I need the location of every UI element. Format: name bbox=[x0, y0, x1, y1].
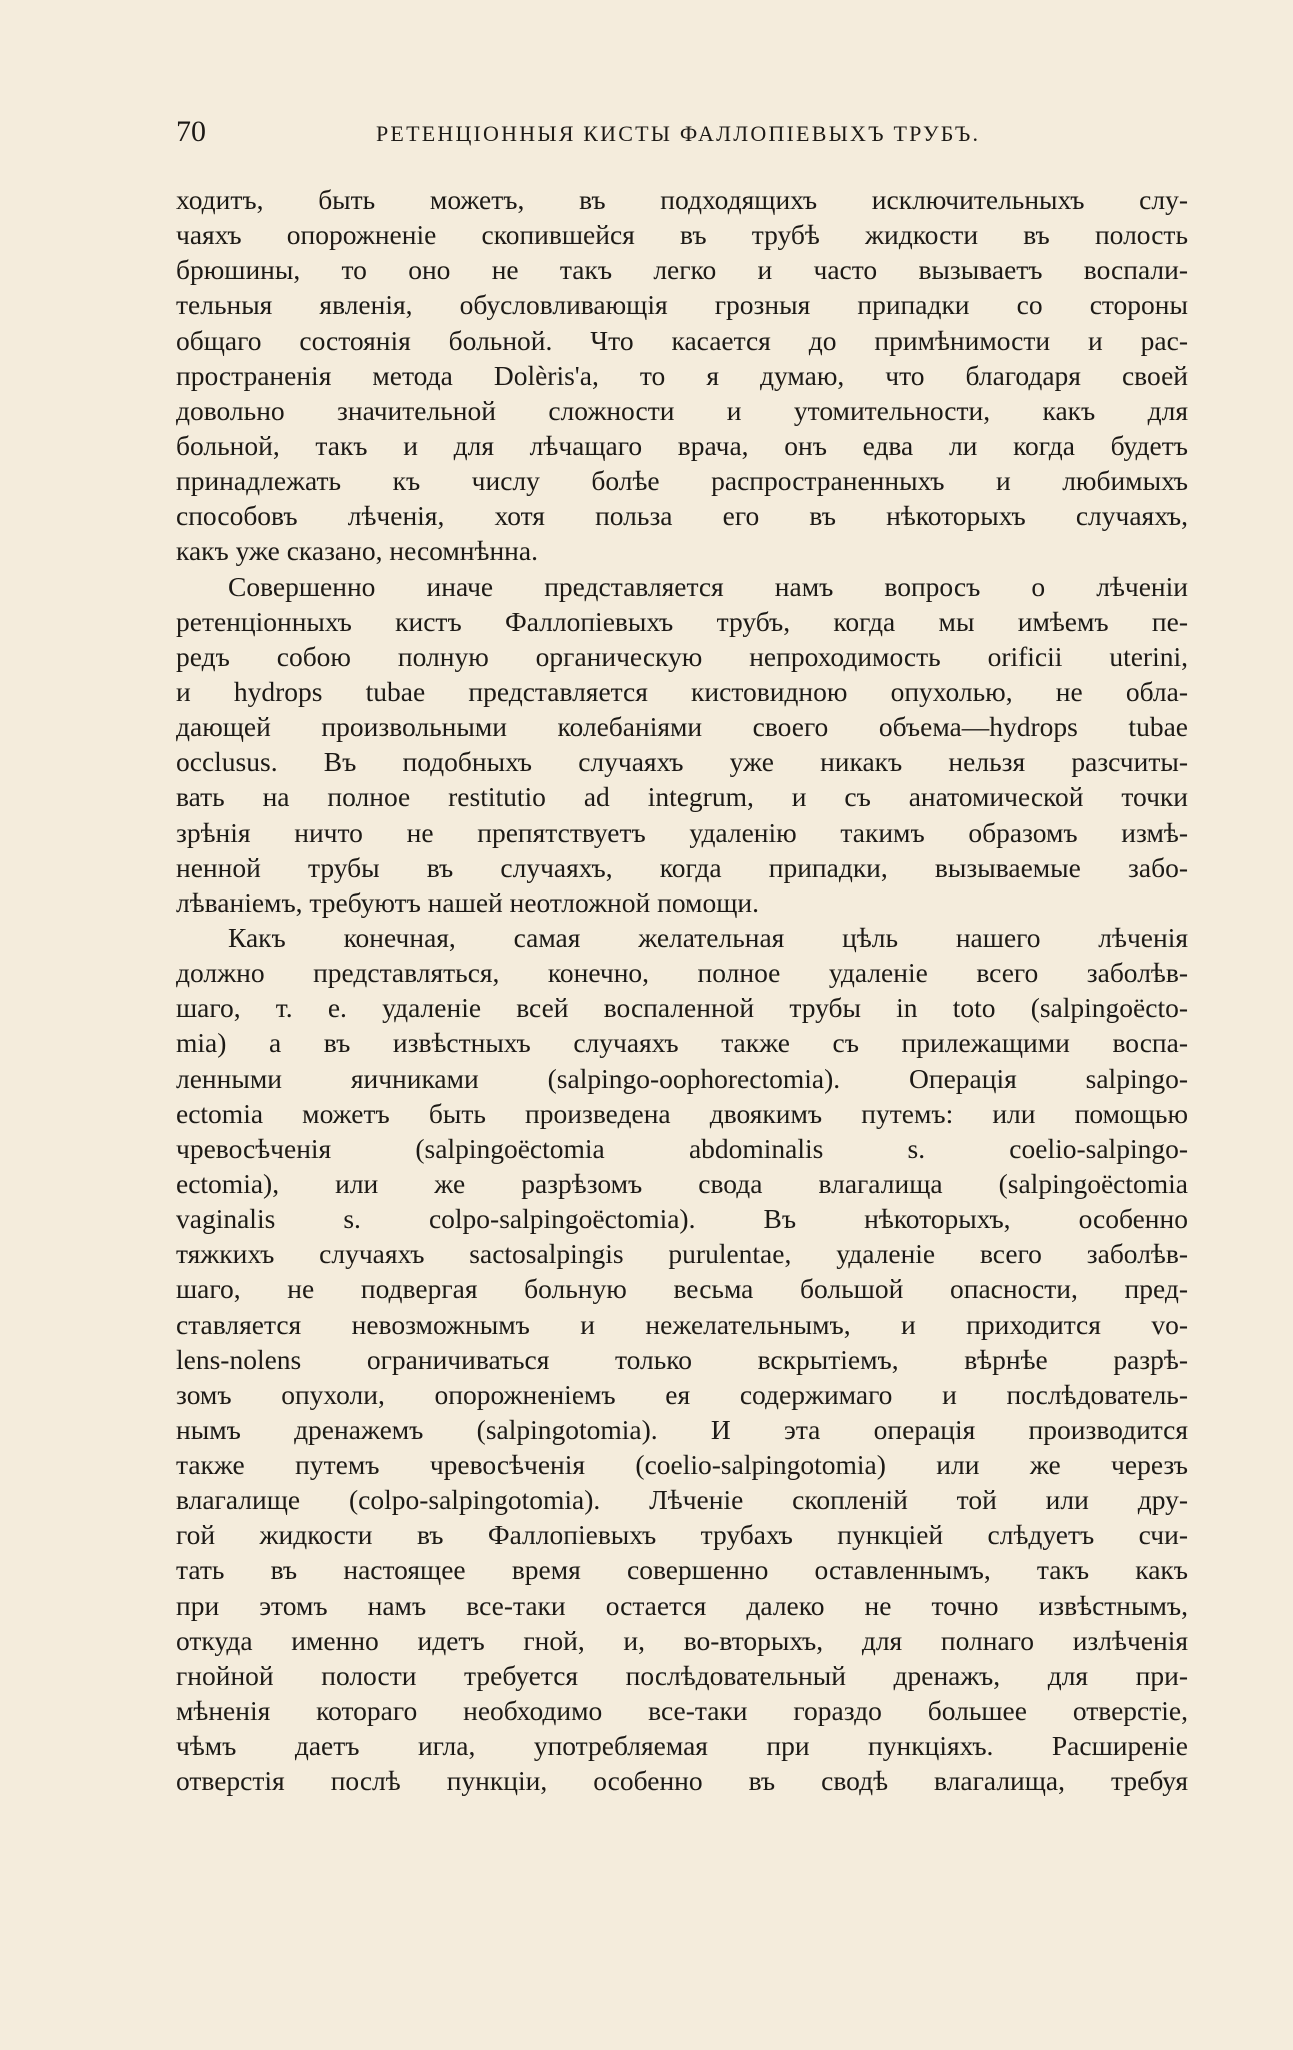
text-line: гой жидкости въ Фаллопiевыхъ трубахъ пункцiей слѣдуетъ счи- bbox=[176, 1519, 1188, 1551]
text-line: чаяхъ опорожненiе скопившейся въ трубѣ жидкости въ полость bbox=[176, 219, 1188, 251]
text-line: mia) а въ извѣстныхъ случаяхъ также съ прилежащими воспа- bbox=[176, 1027, 1188, 1059]
text-line: принадлежать къ числу болѣе распространенныхъ и любимыхъ bbox=[176, 465, 1188, 497]
page-number: 70 bbox=[176, 115, 206, 148]
page-header bbox=[176, 112, 1186, 152]
text-line: ставляется невозможнымъ и нежелательнымъ, и приходится vo- bbox=[176, 1308, 1188, 1340]
text-line: нымъ дренажемъ (salpingotomia). И эта операцiя производится bbox=[176, 1413, 1188, 1445]
text-line: тельныя явленiя, обусловливающiя грозныя припадки со стороны bbox=[176, 289, 1188, 321]
body-text bbox=[176, 182, 1188, 1798]
text-line: occlusus. Въ подобныхъ случаяхъ уже никакъ нельзя разсчиты- bbox=[176, 746, 1188, 778]
text-line: откуда именно идетъ гной, и, во-вторыхъ, для полнаго излѣченiя bbox=[176, 1624, 1188, 1656]
text-line: при этомъ намъ все-таки остается далеко не точно извѣстнымъ, bbox=[176, 1589, 1188, 1621]
text-line: ectomia), или же разрѣзомъ свода влагалища (salpingoëctomia bbox=[176, 1167, 1188, 1199]
text-line: должно представляться, конечно, полное удаленiе всего заболѣв- bbox=[176, 957, 1188, 989]
text-line: общаго состоянiя больной. Что касается до примѣнимости и рас- bbox=[176, 324, 1188, 356]
text-line: ненной трубы въ случаяхъ, когда припадки, вызываемые забо- bbox=[176, 851, 1188, 883]
text-line: также путемъ чревосѣченiя (coelio-salpingotomia) или же черезъ bbox=[176, 1449, 1188, 1481]
running-head: РЕТЕНЦIОННЫЯ КИСТЫ ФАЛЛОПIЕВЫХЪ ТРУБЪ. bbox=[376, 121, 981, 146]
text-line: Совершенно иначе представляется намъ вопросъ о лѣченiи bbox=[228, 570, 1188, 602]
text-line: lens-nolens ограничиваться только вскрытiемъ, вѣрнѣе разрѣ- bbox=[176, 1343, 1188, 1375]
text-line: тать въ настоящее время совершенно оставленнымъ, такъ какъ bbox=[176, 1554, 1188, 1586]
text-line: какъ уже сказано, несомнѣнна. bbox=[176, 535, 538, 567]
text-line: довольно значительной сложности и утомительности, какъ для bbox=[176, 394, 1188, 426]
text-line: лѣванiемъ, требуютъ нашей неотложной помощи. bbox=[176, 886, 759, 918]
text-line: редъ собою полную органическую непроходимость orificii uterini, bbox=[176, 640, 1188, 672]
text-line: Какъ конечная, самая желательная цѣль нашего лѣченiя bbox=[228, 921, 1188, 953]
text-line: пространенiя метода Dolèris'а, то я думаю, что благодаря своей bbox=[176, 359, 1188, 391]
text-line: ectomia можетъ быть произведена двоякимъ путемъ: или помощью bbox=[176, 1097, 1188, 1129]
text-line: чревосѣченiя (salpingoëctomia abdominalis s. coelio-salpingo- bbox=[176, 1132, 1188, 1164]
text-line: зомъ опухоли, опорожненiемъ ея содержимаго и послѣдователь- bbox=[176, 1378, 1188, 1410]
text-line: гнойной полости требуется послѣдовательный дренажъ, для при- bbox=[176, 1659, 1188, 1691]
text-line: отверстiя послѣ пункцiи, особенно въ сводѣ влагалища, требуя bbox=[176, 1765, 1188, 1797]
text-line: vaginalis s. colpo-salpingoëctomia). Въ нѣкоторыхъ, особенно bbox=[176, 1203, 1188, 1235]
text-line: шаго, т. е. удаленiе всей воспаленной трубы in toto (salpingoëcto- bbox=[176, 992, 1188, 1024]
text-line: тяжкихъ случаяхъ sactosalpingis purulentae, удаленiе всего заболѣв- bbox=[176, 1238, 1188, 1270]
text-line: влагалище (colpo-salpingotomia). Лѣченiе скопленiй той или дру- bbox=[176, 1484, 1188, 1516]
text-line: ленными яичниками (salpingo-oophorectomia). Операцiя salpingo- bbox=[176, 1062, 1188, 1094]
text-line: дающей произвольными колебанiями своего объема—hydrops tubae bbox=[176, 711, 1188, 743]
text-line: брюшины, то оно не такъ легко и часто вызываетъ воспали- bbox=[176, 254, 1188, 286]
text-line: шаго, не подвергая больную весьма большой опасности, пред- bbox=[176, 1273, 1188, 1305]
text-line: и hydrops tubae представляется кистовидною опухолью, не обла- bbox=[176, 675, 1188, 707]
text-line: вать на полное restitutio ad integrum, и съ анатомической точки bbox=[176, 781, 1188, 813]
text-line: способовъ лѣченiя, хотя польза его въ нѣкоторыхъ случаяхъ, bbox=[176, 500, 1188, 532]
text-line: ретенцiонныхъ кистъ Фаллопiевыхъ трубъ, когда мы имѣемъ пе- bbox=[176, 605, 1188, 637]
text-line: ходитъ, быть можетъ, въ подходящихъ исключительныхъ слу- bbox=[176, 184, 1188, 215]
text-line: зрѣнiя ничто не препятствуетъ удаленiю такимъ образомъ измѣ- bbox=[176, 816, 1188, 848]
text-line: мѣненiя котораго необходимо все-таки гораздо большее отверстiе, bbox=[176, 1695, 1188, 1727]
text-line: больной, такъ и для лѣчащаго врача, онъ едва ли когда будетъ bbox=[176, 429, 1188, 461]
text-line: чѣмъ даетъ игла, употребляемая при пункцiяхъ. Расширенiе bbox=[176, 1730, 1188, 1762]
